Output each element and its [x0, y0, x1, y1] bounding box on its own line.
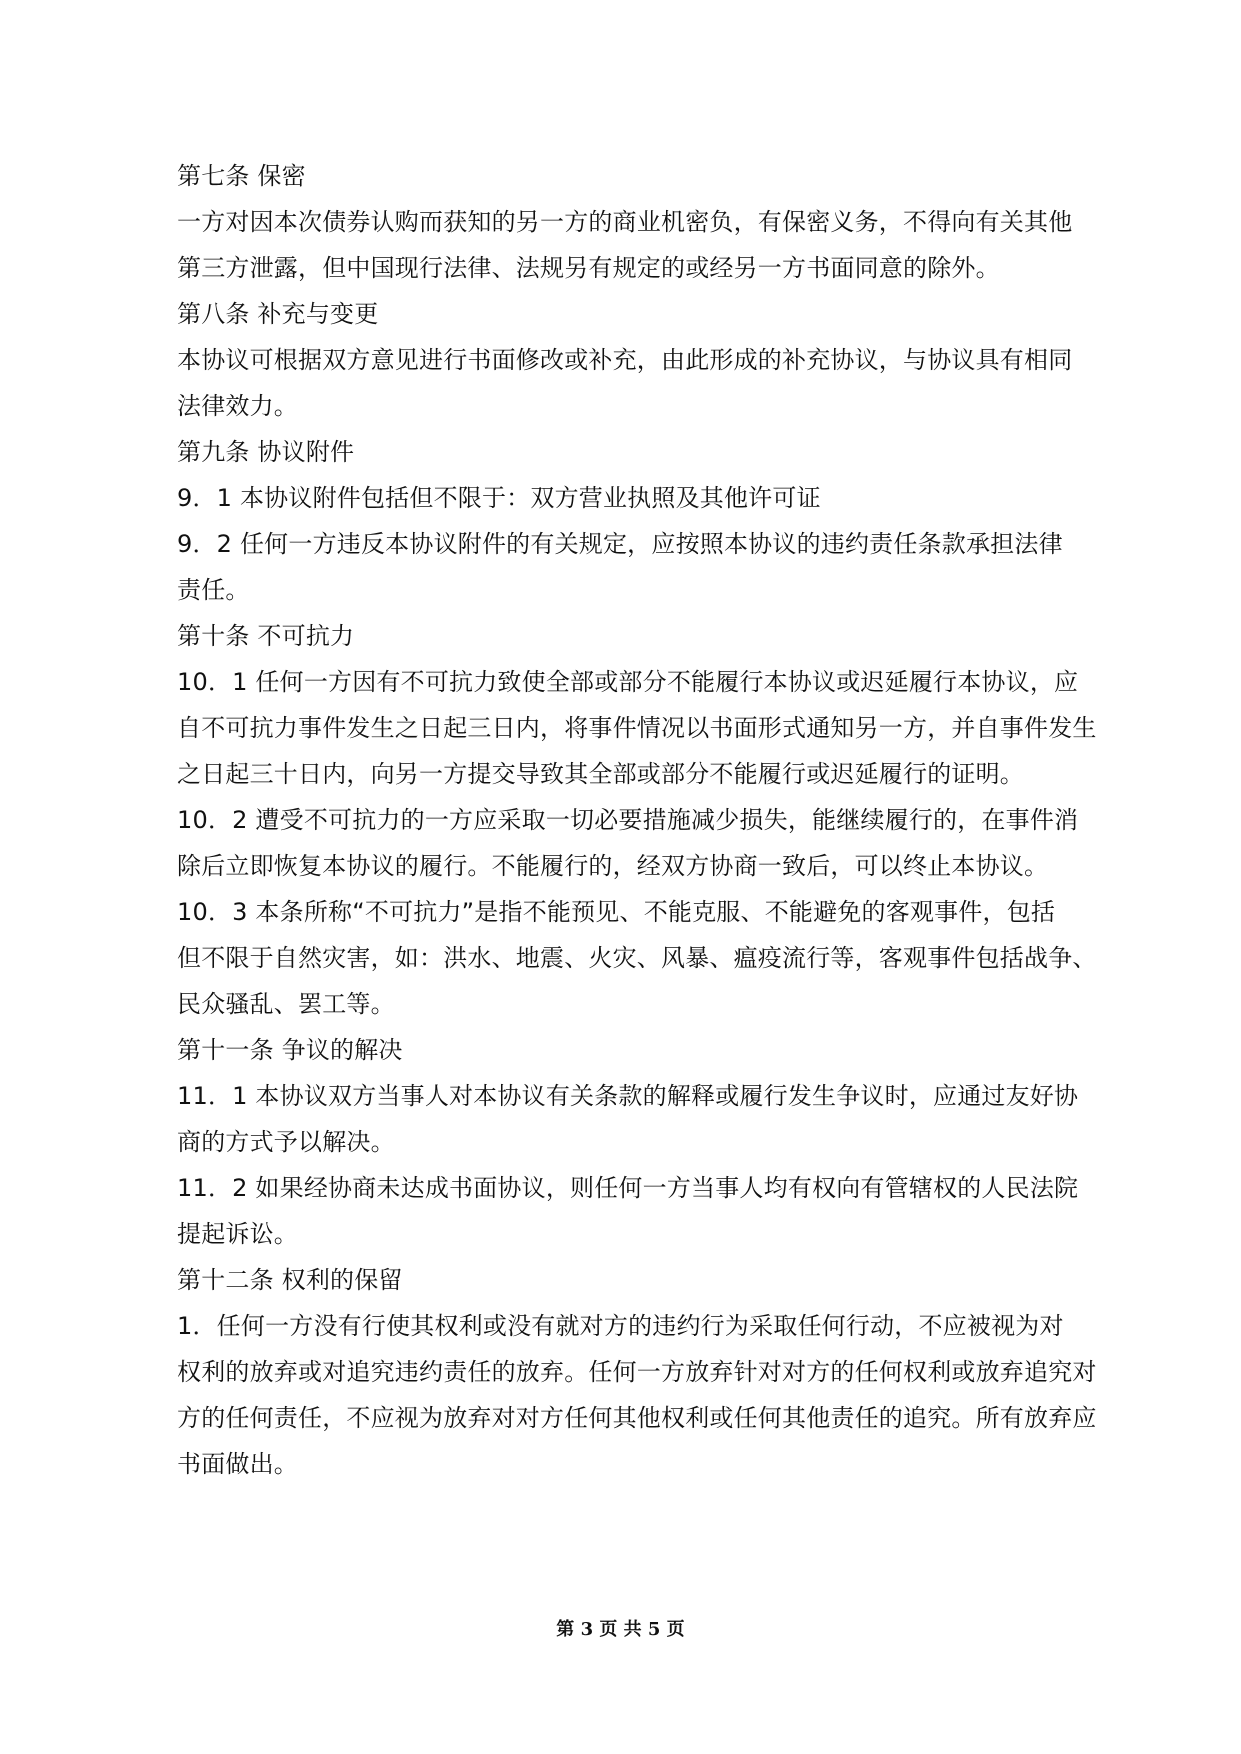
text-line: 11．2 如果经协商未达成书面协议，则任何一方当事人均有权向有管辖权的人民法院 — [177, 1174, 1079, 1202]
text-line: 除后立即恢复本协议的履行。不能履行的，经双方协商一致后，可以终止本协议。 — [177, 852, 1049, 880]
text-line: 1．任何一方没有行使其权利或没有就对方的违约行为采取任何行动，不应被视为对 — [177, 1312, 1064, 1340]
text-line: 一方对因本次债券认购而获知的另一方的商业机密负，有保密义务，不得向有关其他 — [177, 208, 1073, 236]
text-line: 商的方式予以解决。 — [177, 1128, 395, 1156]
text-line: 责任。 — [177, 576, 250, 604]
text-line: 第三方泄露，但中国现行法律、法规另有规定的或经另一方书面同意的除外。 — [177, 254, 1000, 282]
document-body — [177, 153, 1097, 1487]
text-line: 方的任何责任，不应视为放弃对对方任何其他权利或任何其他责任的追究。所有放弃应 — [177, 1404, 1097, 1432]
text-line: 书面做出。 — [177, 1450, 298, 1478]
text-line: 10．2 遭受不可抗力的一方应采取一切必要措施减少损失，能继续履行的，在事件消 — [177, 806, 1079, 834]
section-heading: 第十条 不可抗力 — [177, 622, 355, 650]
text-line: 9．1 本协议附件包括但不限于：双方营业执照及其他许可证 — [177, 484, 821, 512]
text-line: 但不限于自然灾害，如：洪水、地震、火灾、风暴、瘟疫流行等，客观事件包括战争、 — [177, 944, 1097, 972]
text-line: 11．1 本协议双方当事人对本协议有关条款的解释或履行发生争议时，应通过友好协 — [177, 1082, 1079, 1110]
text-line: 法律效力。 — [177, 392, 298, 420]
text-line: 民众骚乱、罢工等。 — [177, 990, 395, 1018]
text-line: 权利的放弃或对追究违约责任的放弃。任何一方放弃针对对方的任何权利或放弃追究对 — [177, 1358, 1097, 1386]
page-number-footer: 第 3 页 共 5 页 — [556, 1619, 685, 1640]
section-heading: 第九条 协议附件 — [177, 438, 355, 466]
text-line: 10．3 本条所称“不可抗力”是指不能预见、不能克服、不能避免的客观事件，包括 — [177, 898, 1056, 926]
section-heading: 第十二条 权利的保留 — [177, 1266, 403, 1294]
text-line: 自不可抗力事件发生之日起三日内，将事件情况以书面形式通知另一方，并自事件发生 — [177, 714, 1097, 742]
section-heading: 第十一条 争议的解决 — [177, 1036, 403, 1064]
text-line: 本协议可根据双方意见进行书面修改或补充，由此形成的补充协议，与协议具有相同 — [177, 346, 1073, 374]
text-line: 之日起三十日内，向另一方提交导致其全部或部分不能履行或迟延履行的证明。 — [177, 760, 1024, 788]
section-heading: 第七条 保密 — [177, 162, 306, 190]
section-heading: 第八条 补充与变更 — [177, 300, 379, 328]
text-line: 10．1 任何一方因有不可抗力致使全部或部分不能履行本协议或迟延履行本协议，应 — [177, 668, 1079, 696]
text-line: 9．2 任何一方违反本协议附件的有关规定，应按照本协议的违约责任条款承担法律 — [177, 530, 1063, 558]
text-line: 提起诉讼。 — [177, 1220, 298, 1248]
